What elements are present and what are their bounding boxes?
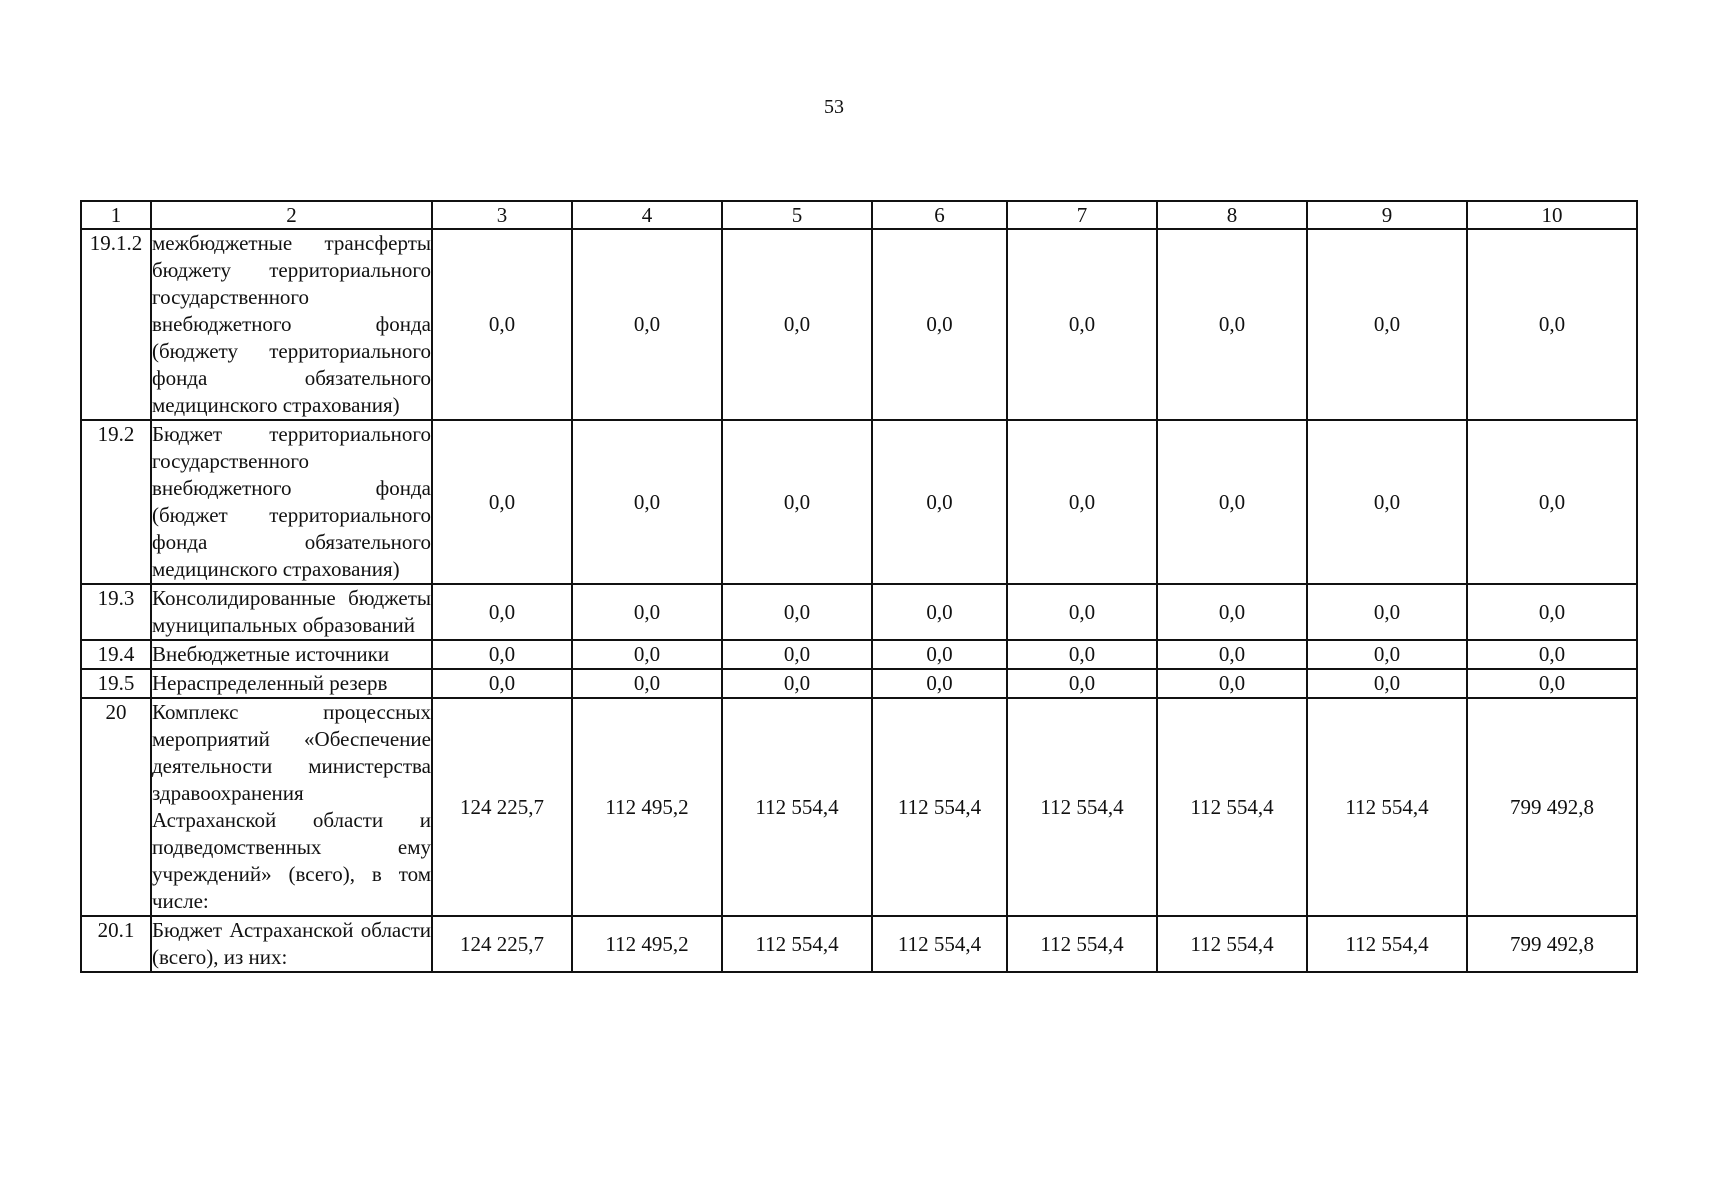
value-cell: 124 225,7 xyxy=(432,698,572,916)
value-cell: 112 495,2 xyxy=(572,916,722,972)
value-cell: 112 554,4 xyxy=(722,698,872,916)
header-cell: 2 xyxy=(151,201,432,229)
value-cell: 0,0 xyxy=(572,229,722,420)
header-row xyxy=(81,201,1637,229)
row-number: 20 xyxy=(81,698,151,916)
table-body xyxy=(81,229,1637,972)
header-cell: 5 xyxy=(722,201,872,229)
row-description: Бюджет территориального государственного внебюджетного фонда (бюджет территориального фонда обязательного медицинского страхования) xyxy=(151,420,432,584)
value-cell: 0,0 xyxy=(722,229,872,420)
value-cell: 0,0 xyxy=(872,229,1007,420)
value-cell: 112 554,4 xyxy=(872,916,1007,972)
header-cell: 7 xyxy=(1007,201,1157,229)
value-cell: 0,0 xyxy=(1157,584,1307,640)
value-cell: 0,0 xyxy=(572,669,722,698)
value-cell: 0,0 xyxy=(432,669,572,698)
value-cell: 0,0 xyxy=(432,229,572,420)
value-cell: 0,0 xyxy=(1157,640,1307,669)
value-cell: 799 492,8 xyxy=(1467,698,1637,916)
value-cell: 0,0 xyxy=(1307,640,1467,669)
row-description: Бюджет Астраханской области (всего), из них: xyxy=(151,916,432,972)
value-cell: 0,0 xyxy=(872,420,1007,584)
value-cell: 0,0 xyxy=(1467,640,1637,669)
value-cell: 799 492,8 xyxy=(1467,916,1637,972)
value-cell: 0,0 xyxy=(1467,584,1637,640)
value-cell: 112 554,4 xyxy=(1157,698,1307,916)
page-number: 53 xyxy=(824,96,844,118)
value-cell: 0,0 xyxy=(572,420,722,584)
table-header xyxy=(81,201,1637,229)
value-cell: 0,0 xyxy=(432,420,572,584)
table-row xyxy=(81,916,1637,972)
value-cell: 0,0 xyxy=(1007,669,1157,698)
value-cell: 0,0 xyxy=(1007,420,1157,584)
value-cell: 0,0 xyxy=(872,640,1007,669)
value-cell: 112 554,4 xyxy=(1007,698,1157,916)
value-cell: 124 225,7 xyxy=(432,916,572,972)
row-description: Комплекс процессных мероприятий «Обеспечение деятельности министерства здравоохранения Астраханской области и подведомственных ему учреждений» (всего), в том числе: xyxy=(151,698,432,916)
value-cell: 0,0 xyxy=(1007,229,1157,420)
table-row xyxy=(81,420,1637,584)
row-number: 19.1.2 xyxy=(81,229,151,420)
table-row xyxy=(81,229,1637,420)
value-cell: 0,0 xyxy=(872,669,1007,698)
value-cell: 0,0 xyxy=(1157,229,1307,420)
value-cell: 112 554,4 xyxy=(1007,916,1157,972)
row-description: Внебюджетные источники xyxy=(151,640,432,669)
value-cell: 0,0 xyxy=(722,640,872,669)
value-cell: 112 554,4 xyxy=(1157,916,1307,972)
value-cell: 112 495,2 xyxy=(572,698,722,916)
row-number: 19.5 xyxy=(81,669,151,698)
header-cell: 9 xyxy=(1307,201,1467,229)
table-row xyxy=(81,584,1637,640)
header-cell: 8 xyxy=(1157,201,1307,229)
value-cell: 0,0 xyxy=(872,584,1007,640)
value-cell: 0,0 xyxy=(1467,229,1637,420)
value-cell: 112 554,4 xyxy=(872,698,1007,916)
value-cell: 0,0 xyxy=(1007,584,1157,640)
value-cell: 0,0 xyxy=(572,584,722,640)
value-cell: 0,0 xyxy=(1307,669,1467,698)
value-cell: 0,0 xyxy=(722,669,872,698)
row-number: 19.4 xyxy=(81,640,151,669)
value-cell: 0,0 xyxy=(432,584,572,640)
row-number: 20.1 xyxy=(81,916,151,972)
header-cell: 10 xyxy=(1467,201,1637,229)
row-number: 19.3 xyxy=(81,584,151,640)
budget-table xyxy=(80,200,1638,973)
value-cell: 0,0 xyxy=(572,640,722,669)
value-cell: 0,0 xyxy=(1467,420,1637,584)
value-cell: 0,0 xyxy=(1307,229,1467,420)
value-cell: 0,0 xyxy=(1157,669,1307,698)
header-cell: 3 xyxy=(432,201,572,229)
value-cell: 0,0 xyxy=(1467,669,1637,698)
header-cell: 4 xyxy=(572,201,722,229)
table-row xyxy=(81,698,1637,916)
value-cell: 112 554,4 xyxy=(1307,698,1467,916)
value-cell: 112 554,4 xyxy=(1307,916,1467,972)
value-cell: 0,0 xyxy=(1007,640,1157,669)
row-number: 19.2 xyxy=(81,420,151,584)
row-description: Нераспределенный резерв xyxy=(151,669,432,698)
value-cell: 112 554,4 xyxy=(722,916,872,972)
row-description: Консолидированные бюджеты муниципальных образований xyxy=(151,584,432,640)
value-cell: 0,0 xyxy=(1307,420,1467,584)
table-row xyxy=(81,669,1637,698)
value-cell: 0,0 xyxy=(722,584,872,640)
header-cell: 1 xyxy=(81,201,151,229)
value-cell: 0,0 xyxy=(722,420,872,584)
row-description: межбюджетные трансферты бюджету территориального государственного внебюджетного фонда (бюджету территориального фонда обязательного медицинского страхования) xyxy=(151,229,432,420)
header-cell: 6 xyxy=(872,201,1007,229)
value-cell: 0,0 xyxy=(432,640,572,669)
value-cell: 0,0 xyxy=(1157,420,1307,584)
value-cell: 0,0 xyxy=(1307,584,1467,640)
table-row xyxy=(81,640,1637,669)
